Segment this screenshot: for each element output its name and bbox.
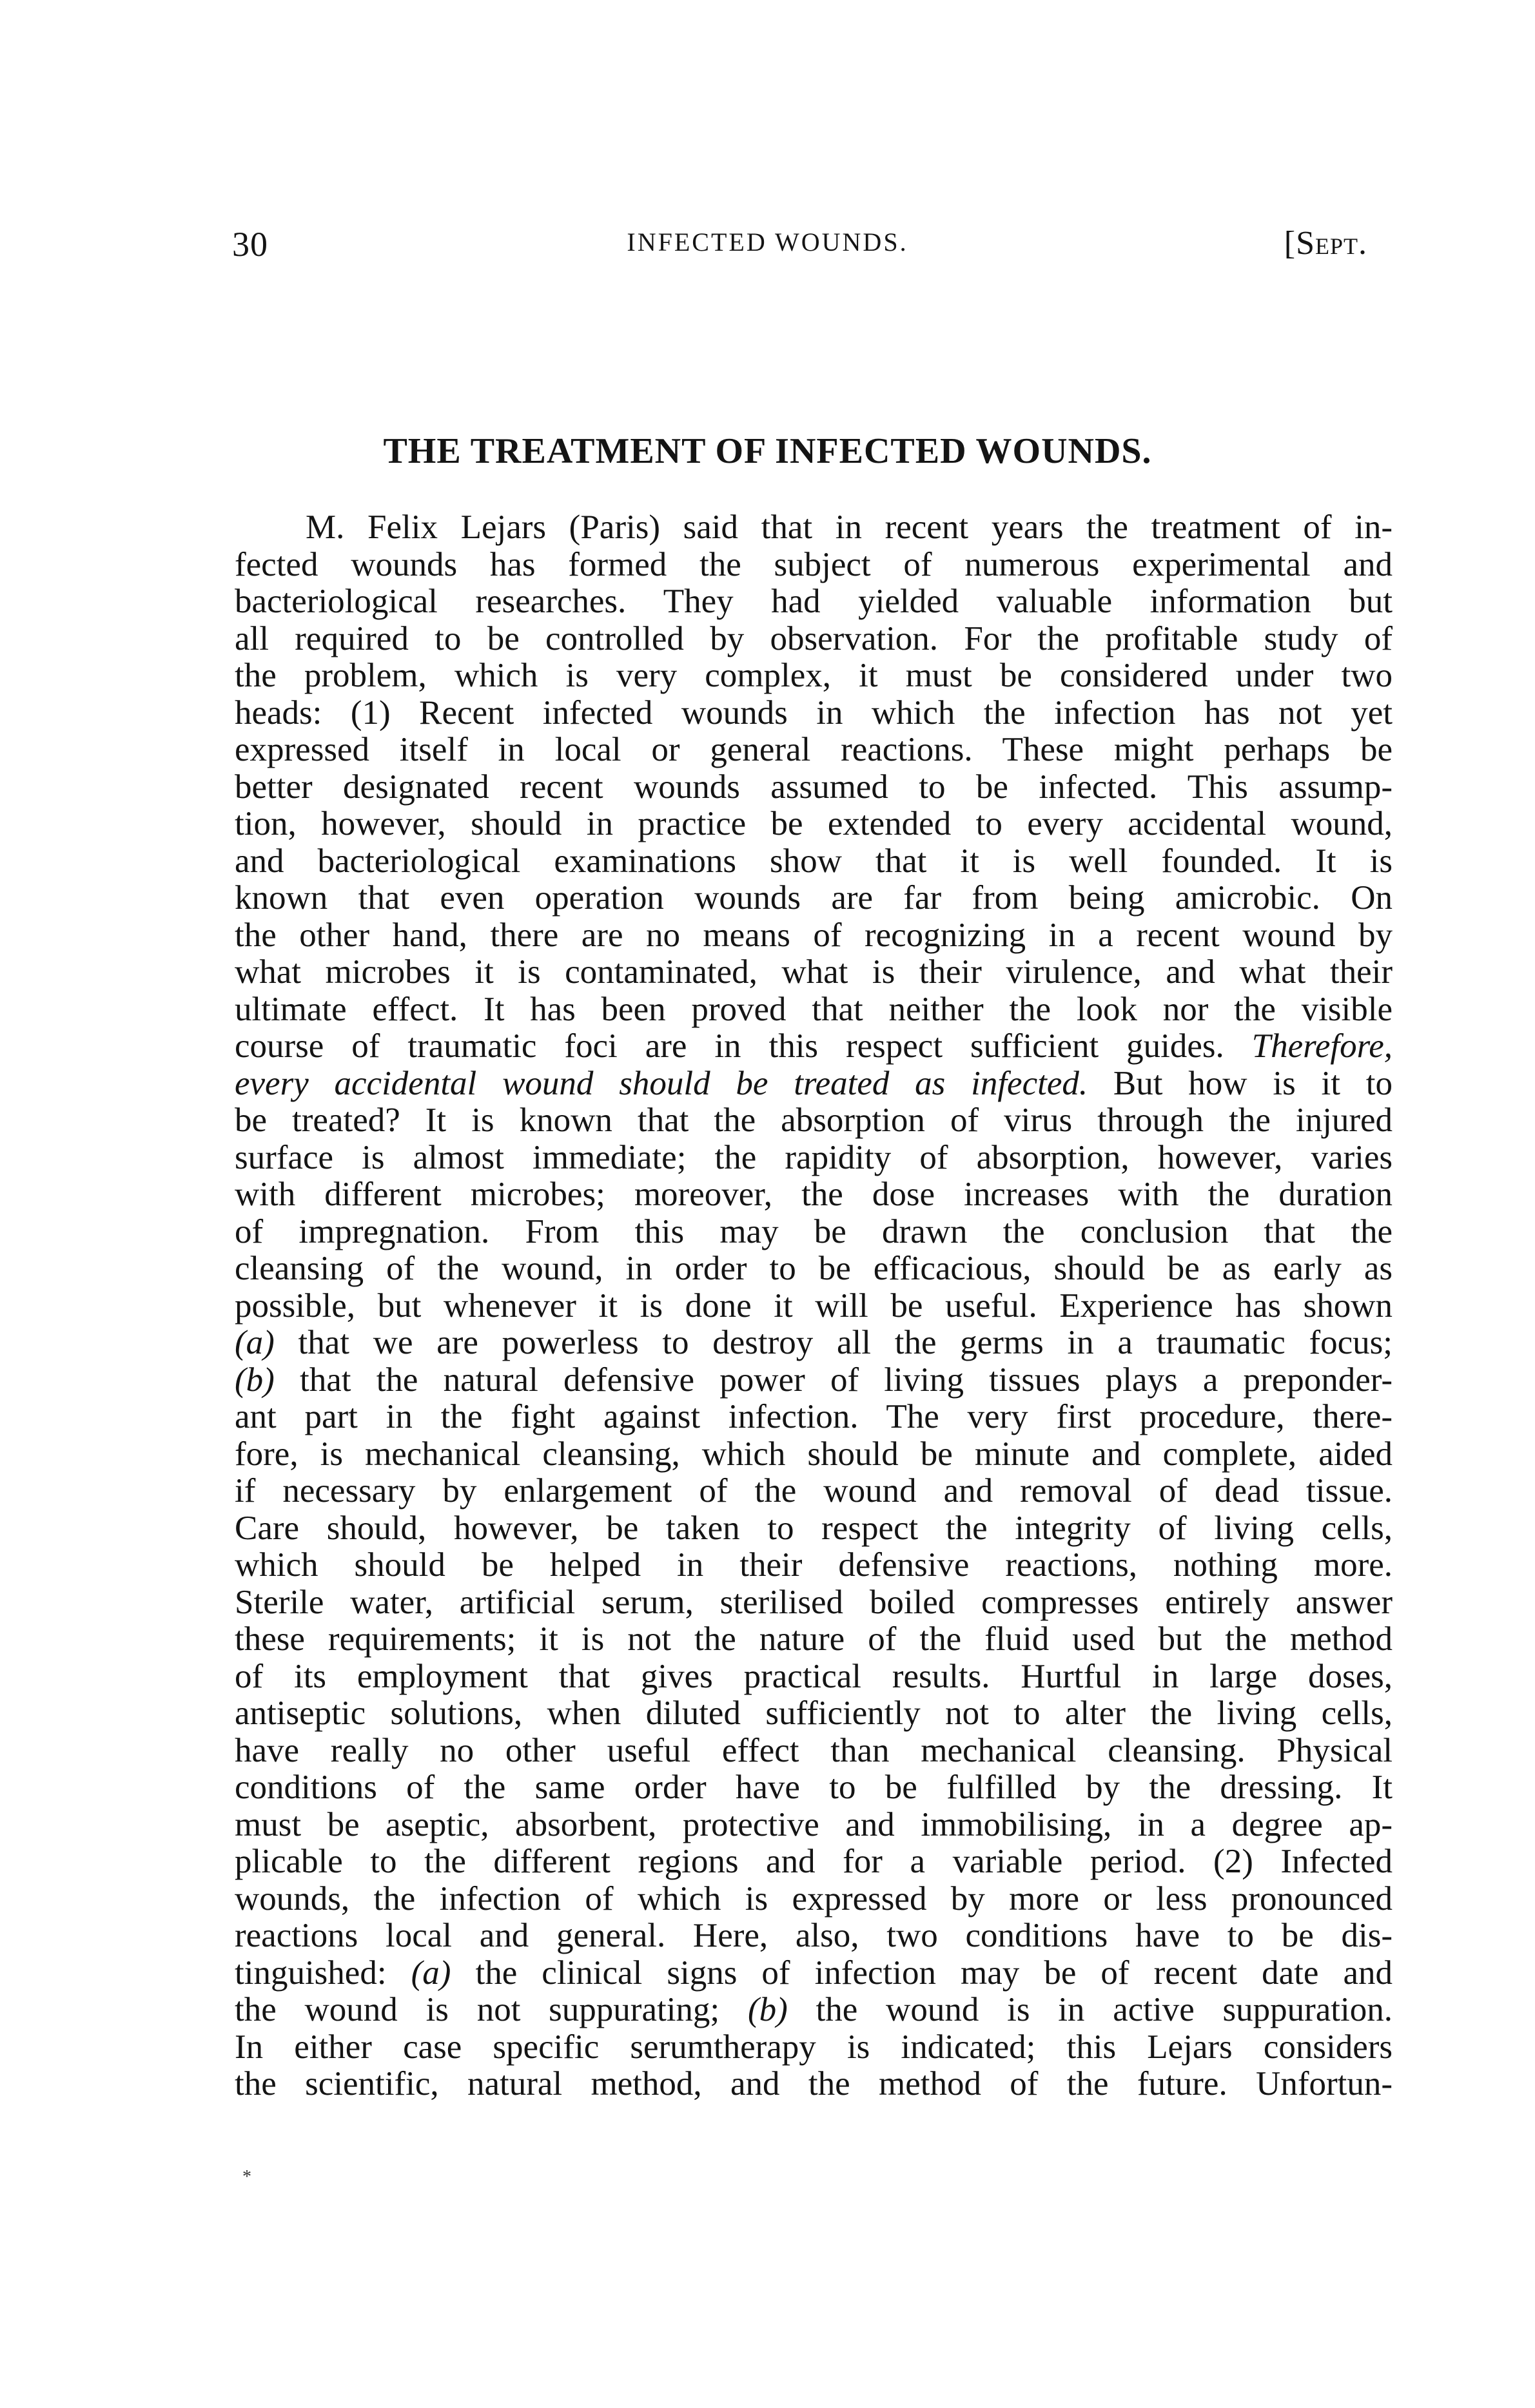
text-line: surface is almost immediate; the rapidity of absorption, however, varies	[235, 1139, 1393, 1176]
text-line: Sterile water, artificial serum, sterilised boiled compresses entirely answer	[235, 1584, 1393, 1621]
text-line: possible, but whenever it is done it will be useful. Experience has shown	[235, 1287, 1393, 1325]
text-line: have really no other useful effect than mechanical cleansing. Physical	[235, 1732, 1393, 1769]
text-line: cleansing of the wound, in order to be efficacious, should be as early as	[235, 1250, 1393, 1287]
text-line: Care should, however, be taken to respect the integrity of living cells,	[235, 1510, 1393, 1547]
text-line: ant part in the fight against infection. The very first procedure, there-	[235, 1399, 1393, 1435]
page-number: 30	[232, 225, 268, 264]
text-line: bacteriological researches. They had yielded valuable information but	[235, 583, 1393, 620]
text-line: expressed itself in local or general reactions. These might perhaps be	[235, 732, 1393, 768]
article-body	[235, 509, 1393, 2103]
text-line: of its employment that gives practical results. Hurtful in large doses,	[235, 1658, 1393, 1695]
running-head	[0, 219, 1535, 271]
text-line: tion, however, should in practice be extended to every accidental wound,	[235, 806, 1393, 842]
text-run: the wound is not suppurating;	[235, 1992, 748, 2028]
italic-run: (b)	[235, 1361, 275, 1399]
italic-run: (a)	[235, 1325, 275, 1361]
footer-mark: *	[242, 2167, 251, 2187]
text-line: antiseptic solutions, when diluted sufficiently not to alter the living cells,	[235, 1695, 1393, 1732]
text-run: tinguished:	[235, 1954, 411, 1992]
text-run: course of traumatic foci are in this respect sufficient guides.	[235, 1028, 1224, 1065]
text-line: if necessary by enlargement of the wound and removal of dead tissue.	[235, 1473, 1393, 1510]
text-run: that the natural defensive power of living tissues plays a preponder-	[274, 1361, 1393, 1399]
text-line: the scientific, natural method, and the method of the future. Unfortun-	[235, 2066, 1393, 2102]
italic-run: every accidental wound should be treated as infected.	[235, 1065, 1088, 1102]
text-line: and bacteriological examinations show that it is well founded. It is	[235, 842, 1393, 880]
text-line: all required to be controlled by observation. For the profitable study of	[235, 620, 1393, 657]
text-run: that we are powerless to destroy all the germs in a traumatic focus;	[274, 1325, 1393, 1361]
running-title: INFECTED WOUNDS.	[627, 228, 908, 257]
running-date: [Sept.	[1284, 225, 1367, 262]
text-line: be treated? It is known that the absorption of virus through the injured	[235, 1102, 1393, 1139]
text-line: of impregnation. From this may be drawn the conclusion that the	[235, 1213, 1393, 1250]
text-line: reactions local and general. Here, also, two conditions have to be dis-	[235, 1918, 1393, 1954]
italic-run: (a)	[411, 1954, 451, 1992]
text-line: known that even operation wounds are far from being amicrobic. On	[235, 880, 1393, 917]
text-line: the other hand, there are no means of recognizing in a recent wound by	[235, 917, 1393, 954]
text-line-mixed	[235, 1325, 1393, 1362]
text-line: plicable to the different regions and for a variable period. (2) Infected	[235, 1843, 1393, 1880]
text-line: fected wounds has formed the subject of numerous experimental and	[235, 546, 1393, 583]
text-line: which should be helped in their defensive reactions, nothing more.	[235, 1547, 1393, 1584]
text-line: the problem, which is very complex, it must be considered under two	[235, 657, 1393, 694]
text-line-mixed	[235, 1955, 1393, 1992]
text-line-mixed	[235, 1028, 1393, 1065]
text-line: better designated recent wounds assumed to be infected. This assump-	[235, 768, 1393, 806]
text-run: the clinical signs of infection may be of recent date and	[451, 1954, 1393, 1992]
italic-run: (b)	[747, 1992, 788, 2028]
text-line: ultimate effect. It has been proved that neither the look nor the visible	[235, 991, 1393, 1028]
text-line: heads: (1) Recent infected wounds in which the infection has not yet	[235, 694, 1393, 732]
text-line: what microbes it is contaminated, what is their virulence, and what their	[235, 954, 1393, 991]
text-line: these requirements; it is not the nature of the fluid used but the method	[235, 1621, 1393, 1658]
text-line: fore, is mechanical cleansing, which should be minute and complete, aided	[235, 1435, 1393, 1473]
text-line: In either case specific serumtherapy is indicated; this Lejars considers	[235, 2028, 1393, 2066]
text-line: wounds, the infection of which is expressed by more or less pronounced	[235, 1880, 1393, 1918]
text-line-mixed	[235, 1992, 1393, 2029]
text-line: conditions of the same order have to be fulfilled by the dressing. It	[235, 1769, 1393, 1806]
text-line: with different microbes; moreover, the dose increases with the duration	[235, 1176, 1393, 1213]
text-run: the wound is in active suppuration.	[787, 1992, 1393, 2028]
text-line: must be aseptic, absorbent, protective and immobilising, in a degree ap-	[235, 1806, 1393, 1843]
text-line: M. Felix Lejars (Paris) said that in recent years the treatment of in-	[306, 509, 1393, 546]
text-line-mixed	[235, 1065, 1393, 1103]
article-title: THE TREATMENT OF INFECTED WOUNDS.	[383, 431, 1152, 471]
italic-run: Therefore,	[1251, 1028, 1393, 1065]
text-run: But how is it to	[1088, 1065, 1393, 1102]
text-line-mixed	[235, 1362, 1393, 1399]
